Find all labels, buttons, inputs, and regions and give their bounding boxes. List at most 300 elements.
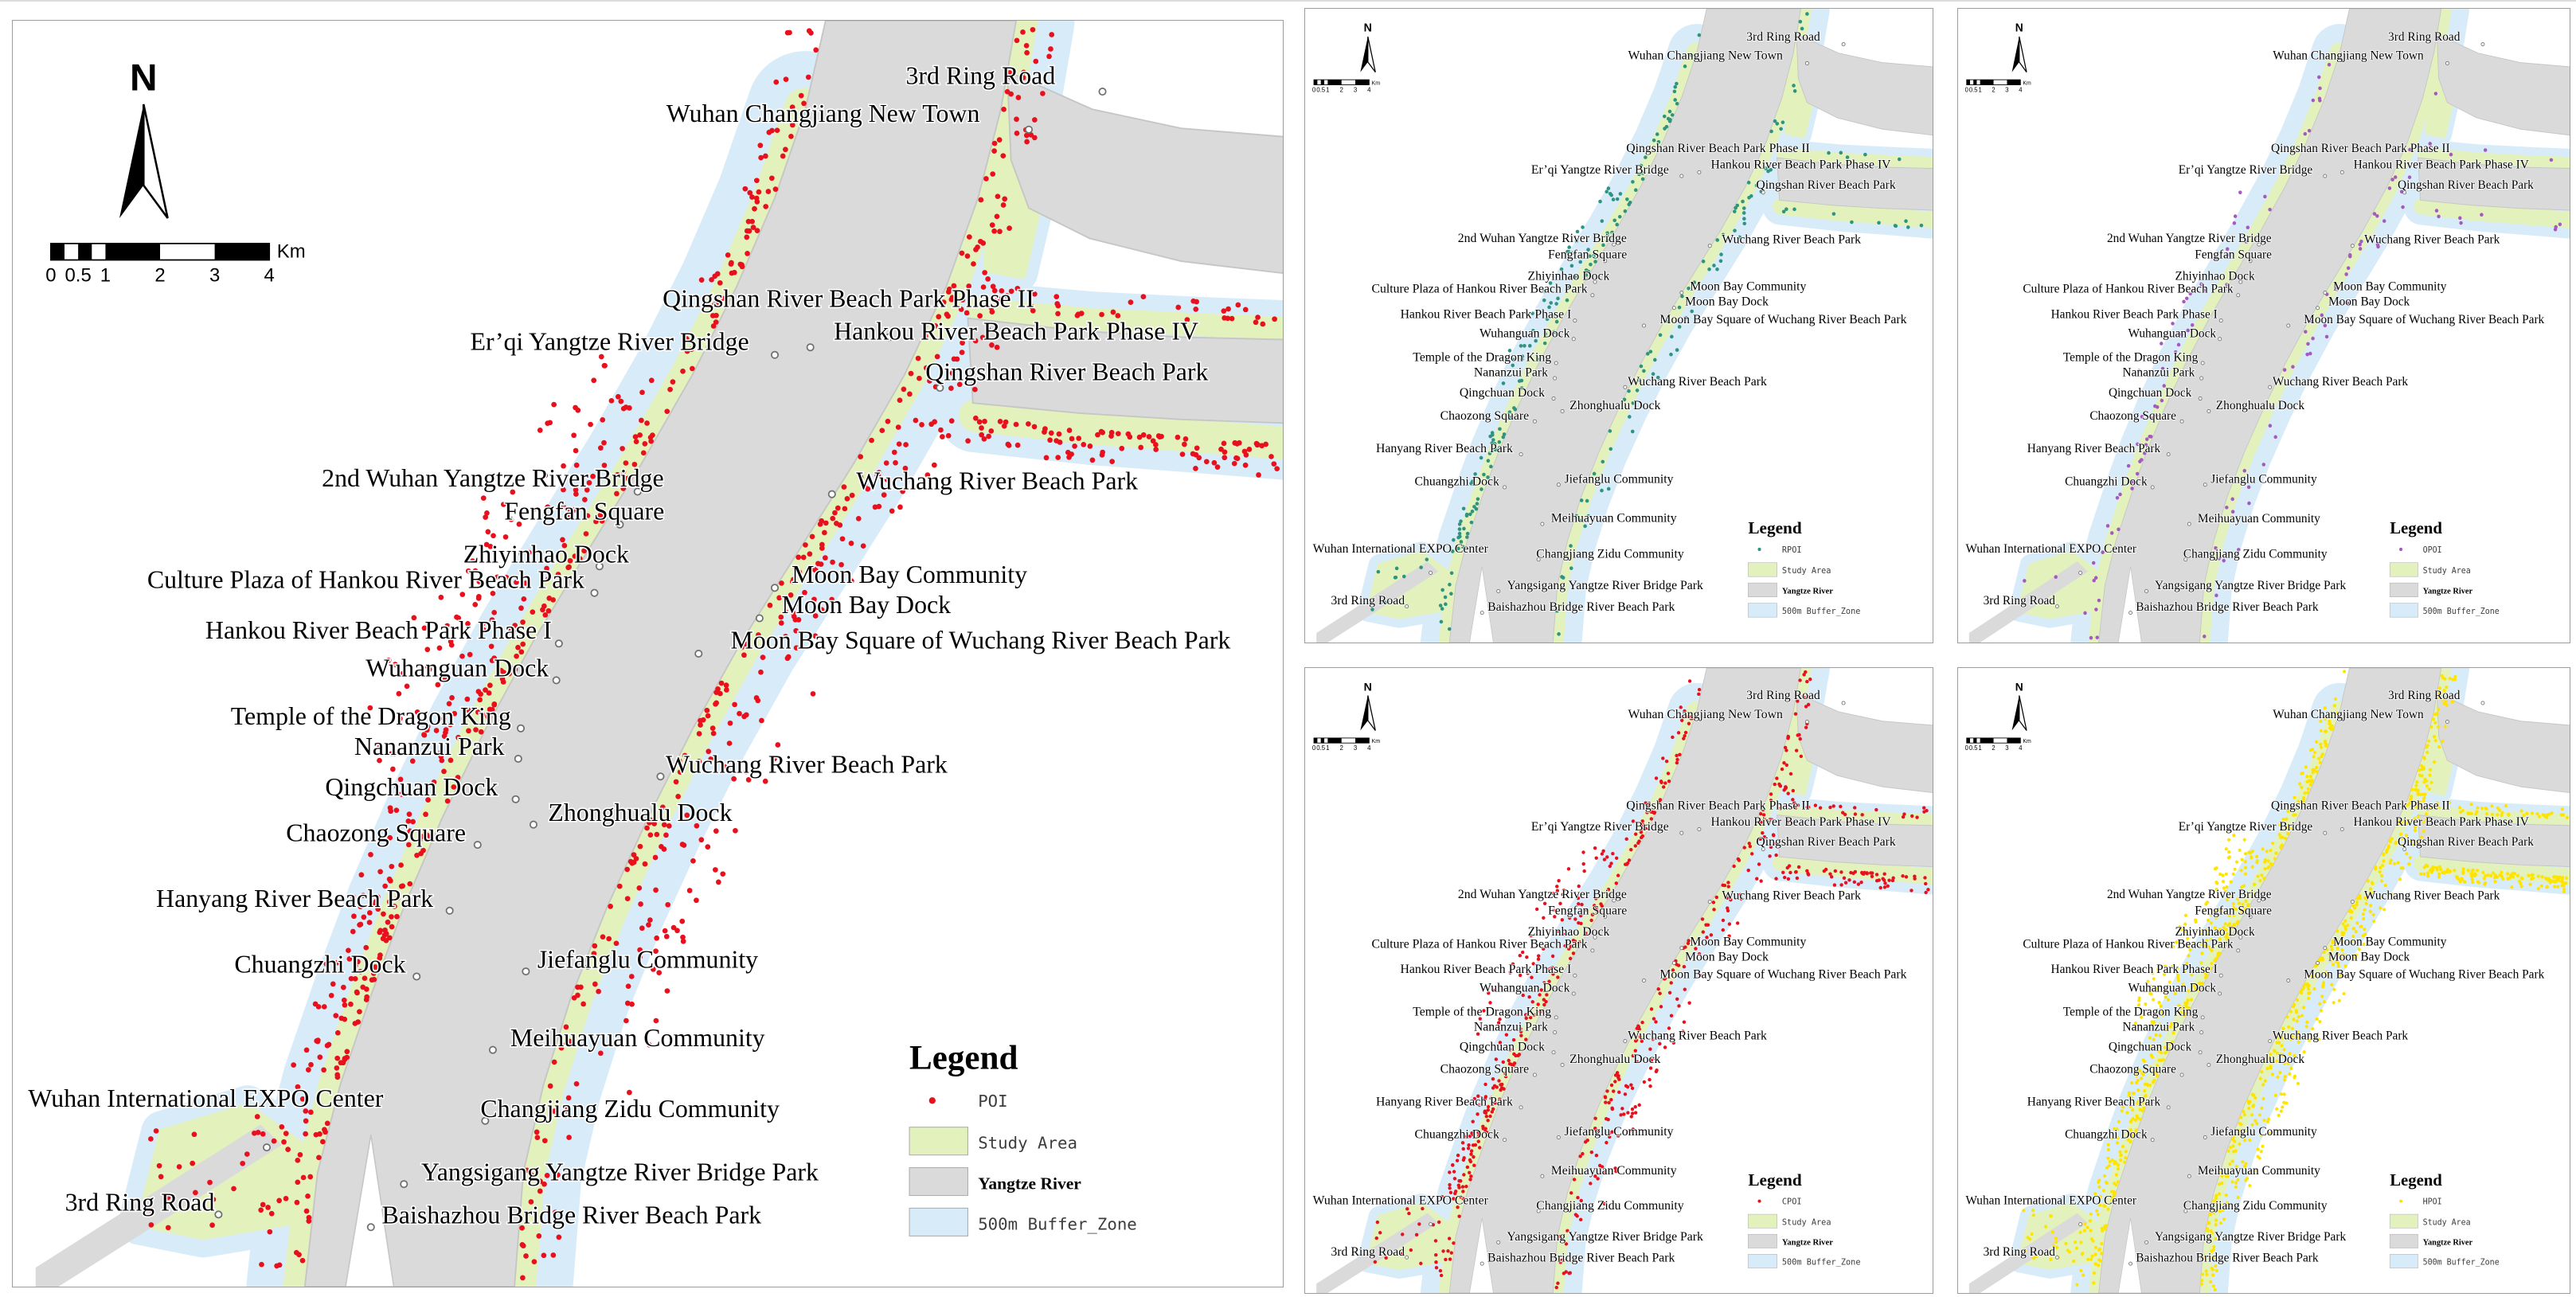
place-label: Baishazhou Bridge River Beach Park: [2136, 1251, 2319, 1265]
svg-text:1: 1: [1326, 744, 1330, 752]
svg-text:N: N: [130, 57, 158, 100]
place-label: Chuangzhi Dock: [2065, 475, 2148, 489]
place-marker: [1573, 974, 1577, 977]
place-marker: [2055, 1256, 2058, 1259]
legend-label-study-area: Study Area: [2422, 1218, 2471, 1228]
place-label: Changjiang Zidu Community: [480, 1094, 780, 1123]
place-label: Baishazhou Bridge River Beach Park: [1487, 600, 1675, 615]
place-label: Jiefanglu Community: [1564, 472, 1674, 486]
place-marker: [2167, 1106, 2170, 1109]
place-label: Zhiyinhao Dock: [1527, 925, 1610, 939]
place-marker: [1680, 831, 1683, 834]
place-marker: [2287, 979, 2290, 982]
place-marker: [829, 491, 835, 498]
place-label: Zhonghualu Dock: [2215, 398, 2305, 413]
place-label: Hankou River Beach Park Phase IV: [2353, 815, 2529, 829]
legend-swatch-yangtze-river: [2390, 1234, 2418, 1248]
svg-text:0: 0: [1311, 86, 1316, 94]
place-label: Zhiyinhao Dock: [1527, 269, 1610, 283]
scale-bar: [1312, 738, 1380, 752]
place-marker: [2340, 827, 2343, 830]
place-label: Chaozong Square: [2089, 408, 2176, 423]
place-label: Temple of the Dragon King: [1413, 1005, 1552, 1019]
place-label: Culture Plaza of Hankou River Beach Park: [1371, 937, 1588, 951]
place-label: Wuhan International EXPO Center: [28, 1084, 384, 1113]
place-label: Qingshan River Beach Park: [1756, 178, 1896, 193]
place-label: Hanyang River Beach Park: [2027, 441, 2161, 456]
place-marker: [1099, 88, 1105, 95]
legend-poi-label: RPOI: [1781, 545, 1802, 555]
legend-label-buffer-zone: 500m Buffer_Zone: [2422, 1258, 2500, 1268]
svg-text:4: 4: [1367, 86, 1371, 94]
place-label: Wuhanguan Dock: [2128, 326, 2217, 341]
place-marker: [2201, 361, 2204, 365]
place-label: Er’qi Yangtze River Bridge: [2178, 819, 2313, 834]
place-marker: [1554, 377, 1557, 380]
place-label: Zhiyinhao Dock: [2175, 924, 2255, 940]
legend-label-buffer-zone: 500m Buffer_Zone: [1781, 1258, 1861, 1268]
legend-swatch-yangtze-river: [909, 1168, 967, 1196]
place-label: Fengfan Square: [2195, 248, 2272, 262]
place-marker: [1429, 1223, 1433, 1226]
place-label: Hankou River Beach Park Phase I: [2050, 962, 2218, 977]
place-label: 2nd Wuhan Yangtze River Bridge: [2106, 887, 2272, 901]
place-label: Moon Bay Community: [1690, 935, 1807, 949]
place-marker: [1552, 1051, 1555, 1054]
svg-text:Km: Km: [1371, 80, 1381, 87]
place-marker: [2079, 571, 2082, 574]
place-label: Wuhan Changjiang New Town: [666, 100, 980, 128]
place-marker: [2269, 1040, 2272, 1043]
place-marker: [1497, 1240, 1500, 1244]
place-label: Er’qi Yangtze River Bridge: [470, 327, 749, 356]
place-marker: [2237, 949, 2240, 952]
place-marker: [1480, 1262, 1483, 1265]
svg-text:N: N: [1363, 21, 1372, 35]
figure-top-border: [0, 0, 2576, 2]
place-label: Moon Bay Community: [2333, 279, 2447, 294]
place-marker: [447, 908, 453, 914]
place-marker: [756, 615, 763, 621]
place-marker: [1557, 1135, 1560, 1139]
place-label: Wuhanguan Dock: [1480, 981, 1570, 995]
place-label: Temple of the Dragon King: [2062, 350, 2199, 365]
svg-text:4: 4: [2019, 744, 2023, 752]
place-marker: [2481, 43, 2484, 46]
place-label: 3rd Ring Road: [2388, 29, 2461, 44]
place-marker: [1429, 571, 1433, 574]
place-marker: [401, 1181, 407, 1187]
legend-label-yangtze-river: Yangtze River: [1781, 1238, 1833, 1248]
place-label: Culture Plaza of Hankou River Beach Park: [1371, 282, 1588, 296]
svg-text:2: 2: [1992, 86, 1996, 94]
place-label: Baishazhou Bridge River Beach Park: [1487, 1251, 1675, 1265]
place-marker: [2351, 900, 2354, 904]
place-label: Nananzui Park: [1473, 365, 1549, 380]
place-label: Chuangzhi Dock: [1414, 475, 1499, 489]
legend-poi-swatch: [2399, 1200, 2402, 1203]
place-label: 3rd Ring Road: [1983, 594, 2055, 608]
svg-text:3: 3: [2005, 744, 2009, 752]
place-marker: [522, 968, 529, 975]
place-label: Hanyang River Beach Park: [1375, 1095, 1513, 1109]
map-panel-poi-overall: [12, 20, 1284, 1287]
legend-poi-label: POI: [978, 1092, 1008, 1111]
place-label: Er’qi Yangtze River Bridge: [1530, 162, 1669, 177]
legend-poi-label: OPOI: [2422, 545, 2442, 556]
place-label: Moon Bay Community: [1690, 279, 1807, 294]
place-label: Jiefanglu Community: [2211, 472, 2317, 486]
north-arrow-icon: [1360, 680, 1375, 730]
place-label: Moon Bay Dock: [2328, 295, 2410, 309]
place-marker: [1624, 385, 1627, 389]
place-marker: [1805, 720, 1808, 723]
place-marker: [2219, 319, 2222, 322]
place-marker: [1698, 170, 1701, 174]
place-marker: [1573, 319, 1577, 322]
place-label: 3rd Ring Road: [1331, 594, 1405, 608]
place-marker: [2201, 1016, 2204, 1019]
svg-text:0.5: 0.5: [1316, 86, 1326, 94]
legend-title: Legend: [1748, 1170, 1802, 1190]
place-label: Qingchuan Dock: [325, 773, 498, 802]
svg-text:Km: Km: [2023, 80, 2031, 87]
place-marker: [2200, 377, 2203, 380]
place-label: Meihuayuan Community: [1550, 511, 1677, 525]
place-label: 3rd Ring Road: [64, 1188, 215, 1217]
place-marker: [1405, 1256, 1409, 1259]
svg-text:2: 2: [1992, 744, 1996, 752]
place-label: Qingchuan Dock: [1459, 1040, 1546, 1054]
place-marker: [657, 773, 663, 779]
map-canvas-cpoi: [1305, 668, 1933, 1293]
place-label: 3rd Ring Road: [1746, 689, 1820, 703]
place-marker: [2237, 294, 2240, 297]
svg-text:4: 4: [264, 264, 275, 287]
place-marker: [2180, 1073, 2183, 1076]
place-label: Culture Plaza of Hankou River Beach Park: [147, 565, 584, 594]
svg-text:3: 3: [2005, 86, 2009, 94]
place-label: Wuhan Changjiang New Town: [1628, 49, 1783, 63]
place-label: Hanyang River Beach Park: [156, 885, 434, 912]
place-marker: [807, 344, 814, 350]
place-marker: [2316, 307, 2320, 310]
place-label: Zhonghualu Dock: [1569, 399, 1661, 413]
place-marker: [1672, 961, 1675, 964]
place-marker: [1642, 979, 1645, 982]
place-marker: [2167, 453, 2170, 456]
place-label: Moon Bay Community: [792, 561, 1028, 588]
place-label: Wuchang River Beach Park: [2272, 374, 2409, 389]
place-marker: [2324, 831, 2327, 834]
place-marker: [1026, 127, 1032, 133]
place-marker: [2145, 589, 2148, 592]
legend: [1748, 518, 1860, 617]
place-marker: [2207, 1063, 2211, 1066]
place-label: Wuhanguan Dock: [1480, 326, 1570, 341]
place-marker: [2180, 420, 2183, 423]
place-marker: [1533, 420, 1536, 423]
place-label: Zhonghualu Dock: [2215, 1052, 2305, 1067]
place-label: Hankou River Beach Park Phase IV: [1710, 815, 1891, 829]
map-panel-opoi: [1957, 8, 2570, 643]
place-marker: [1805, 61, 1808, 64]
place-marker: [1591, 294, 1594, 297]
place-label: Qingshan River Beach Park Phase II: [1626, 799, 1810, 813]
svg-text:1: 1: [100, 264, 111, 287]
legend-title: Legend: [1748, 518, 1802, 538]
place-label: Wuchang River Beach Park: [856, 467, 1139, 495]
legend-label-buffer-zone: 500m Buffer_Zone: [1781, 607, 1861, 617]
place-label: Moon Bay Square of Wuchang River Beach Park: [1659, 312, 1907, 326]
place-label: Moon Bay Dock: [1685, 950, 1769, 964]
place-label: Hankou River Beach Park Phase I: [1400, 963, 1572, 977]
place-label: Meihuayuan Community: [1550, 1163, 1677, 1178]
legend-swatch-yangtze-river: [1748, 583, 1777, 597]
place-label: Yangsigang Yangtze River Bridge Park: [420, 1158, 819, 1186]
legend-swatch-study-area: [1748, 1214, 1777, 1228]
north-arrow-icon: [2012, 21, 2027, 72]
place-label: Hanyang River Beach Park: [1376, 442, 1513, 456]
place-label: Qingshan River Beach Park Phase II: [2271, 799, 2450, 813]
place-label: Wuchang River Beach Park: [2364, 889, 2500, 903]
place-marker: [2316, 961, 2320, 964]
place-label: Wuchang River Beach Park: [1628, 374, 1767, 389]
place-label: Wuchang River Beach Park: [2272, 1029, 2409, 1043]
place-marker: [1554, 361, 1558, 365]
place-marker: [1552, 397, 1555, 400]
place-label: 3rd Ring Road: [2388, 689, 2461, 703]
svg-text:0.5: 0.5: [1968, 744, 1978, 752]
legend-swatch-buffer-zone: [2390, 604, 2418, 618]
place-label: Qingchuan Dock: [2108, 1040, 2192, 1054]
svg-text:0.5: 0.5: [1968, 86, 1978, 94]
place-label: 3rd Ring Road: [905, 61, 1056, 90]
svg-text:0.5: 0.5: [64, 264, 92, 287]
place-label: Er’qi Yangtze River Bridge: [2178, 162, 2313, 178]
place-label: Fengfan Square: [1547, 248, 1628, 262]
scale-bar: [1965, 80, 2031, 93]
legend-swatch-study-area: [1748, 563, 1777, 577]
svg-text:0: 0: [45, 264, 57, 287]
place-label: Nananzui Park: [354, 732, 505, 761]
place-label: Wuhan Changjiang New Town: [2273, 49, 2424, 63]
legend-title: Legend: [909, 1039, 1018, 1077]
legend-swatch-study-area: [2390, 563, 2418, 577]
place-marker: [2324, 947, 2327, 950]
svg-text:1: 1: [1978, 744, 1982, 752]
place-label: Wuhan International EXPO Center: [1312, 541, 1488, 556]
place-marker: [2129, 611, 2132, 615]
place-marker: [2151, 486, 2154, 489]
place-marker: [2055, 605, 2058, 608]
place-marker: [2445, 720, 2449, 723]
svg-text:0: 0: [1964, 744, 1968, 752]
place-marker: [556, 640, 562, 647]
svg-text:1: 1: [1326, 86, 1330, 94]
map-panel-hpoi: [1957, 667, 2570, 1294]
place-label: Hankou River Beach Park Phase I: [1400, 307, 1572, 322]
place-marker: [413, 973, 420, 979]
place-label: Qingshan River Beach Park: [2397, 834, 2534, 849]
place-label: Chaozong Square: [1440, 408, 1530, 423]
place-label: Fengfan Square: [504, 497, 665, 525]
place-marker: [1572, 338, 1575, 341]
place-marker: [1708, 244, 1711, 248]
legend-label-yangtze-river: Yangtze River: [2422, 1238, 2473, 1248]
place-marker: [1561, 409, 1564, 412]
place-marker: [518, 725, 524, 732]
place-label: Moon Bay Dock: [2328, 950, 2410, 964]
place-label: Er’qi Yangtze River Bridge: [1530, 820, 1669, 834]
place-label: Wuhan International EXPO Center: [1965, 1193, 2137, 1208]
svg-text:Km: Km: [2023, 739, 2031, 745]
map-canvas-hpoi: [1958, 668, 2570, 1293]
legend-swatch-study-area: [2390, 1214, 2418, 1228]
place-label: 3rd Ring Road: [1983, 1244, 2055, 1259]
place-label: Qingshan River Beach Park Phase II: [2271, 141, 2450, 155]
legend-swatch-study-area: [909, 1127, 967, 1155]
place-marker: [1480, 611, 1483, 615]
place-marker: [1503, 486, 1507, 489]
place-label: Nananzui Park: [1473, 1020, 1549, 1034]
place-label: Wuhan International EXPO Center: [1965, 541, 2137, 557]
legend-label-study-area: Study Area: [978, 1133, 1077, 1153]
place-label: Hankou River Beach Park Phase IV: [834, 317, 1199, 346]
legend: [1748, 1170, 1860, 1268]
place-marker: [1642, 324, 1645, 327]
legend-swatch-buffer-zone: [909, 1208, 967, 1236]
svg-text:N: N: [2015, 21, 2023, 34]
place-marker: [264, 1144, 270, 1151]
legend-swatch-buffer-zone: [2390, 1254, 2418, 1268]
svg-text:2: 2: [154, 264, 166, 287]
place-label: Changjiang Zidu Community: [1536, 547, 1684, 561]
place-marker: [2203, 483, 2207, 486]
place-label: Moon Bay Community: [2333, 935, 2447, 949]
scale-bar: [1965, 738, 2031, 752]
place-marker: [2207, 409, 2211, 412]
place-label: Changjiang Zidu Community: [2183, 547, 2328, 561]
place-marker: [772, 352, 778, 358]
place-label: 2nd Wuhan Yangtze River Bridge: [2106, 231, 2272, 245]
legend-poi-swatch: [929, 1097, 936, 1104]
place-label: Nananzui Park: [2122, 365, 2195, 380]
place-label: Nananzui Park: [2122, 1020, 2195, 1034]
place-marker: [2199, 1051, 2202, 1054]
svg-text:4: 4: [1367, 744, 1371, 752]
place-marker: [1405, 605, 1409, 608]
place-marker: [1842, 701, 1845, 705]
place-label: Yangsigang Yangtze River Bridge Park: [2155, 1229, 2347, 1244]
place-marker: [2187, 1174, 2191, 1178]
place-label: Moon Bay Square of Wuchang River Beach Park: [730, 626, 1231, 654]
legend-label-yangtze-river: Yangtze River: [2422, 587, 2473, 596]
place-label: Wuchang River Beach Park: [1628, 1029, 1767, 1043]
place-label: Wuhan International EXPO Center: [1312, 1193, 1488, 1208]
legend-title: Legend: [2390, 1170, 2442, 1190]
place-label: Qingshan River Beach Park Phase II: [663, 284, 1034, 313]
place-label: Hankou River Beach Park Phase I: [2050, 307, 2218, 322]
legend-label-study-area: Study Area: [1781, 566, 1831, 576]
place-label: Hanyang River Beach Park: [2027, 1095, 2161, 1109]
place-label: Baishazhou Bridge River Beach Park: [381, 1201, 762, 1229]
place-label: Fengfan Square: [1547, 904, 1628, 918]
legend-poi-swatch: [1757, 1200, 1761, 1203]
place-label: Yangsigang Yangtze River Bridge Park: [1507, 579, 1703, 593]
place-marker: [2218, 338, 2222, 341]
place-label: Jiefanglu Community: [2211, 1125, 2317, 1139]
legend-title: Legend: [2390, 518, 2442, 538]
place-label: Qingshan River Beach Park: [1756, 834, 1896, 849]
place-label: Zhonghualu Dock: [548, 798, 733, 826]
place-label: Changjiang Zidu Community: [2183, 1198, 2328, 1213]
place-label: Moon Bay Dock: [1685, 295, 1769, 309]
north-arrow-icon: [2012, 680, 2027, 730]
place-label: Yangsigang Yangtze River Bridge Park: [1507, 1230, 1703, 1244]
place-label: Zhonghualu Dock: [1569, 1053, 1661, 1067]
place-marker: [1572, 992, 1575, 995]
place-marker: [1557, 483, 1560, 486]
place-marker: [1624, 1040, 1627, 1043]
place-label: Chaozong Square: [1440, 1062, 1530, 1076]
place-label: Culture Plaza of Hankou River Beach Park: [2023, 282, 2234, 296]
map-canvas-rpoi: [1305, 9, 1933, 643]
svg-text:3: 3: [1353, 744, 1358, 752]
legend-label-buffer-zone: 500m Buffer_Zone: [2422, 607, 2500, 617]
map-canvas-main: [13, 21, 1283, 1287]
svg-text:Km: Km: [276, 240, 306, 263]
place-marker: [2481, 701, 2484, 705]
place-marker: [2324, 291, 2327, 295]
place-marker: [1541, 1174, 1544, 1178]
scale-bar: [1312, 80, 1380, 93]
place-label: Hankou River Beach Park Phase IV: [1710, 158, 1891, 172]
place-marker: [368, 1224, 374, 1230]
place-marker: [1708, 900, 1711, 904]
legend-poi-label: CPOI: [1781, 1197, 1802, 1207]
place-marker: [1554, 1016, 1558, 1019]
place-label: Moon Bay Dock: [781, 591, 952, 619]
place-marker: [2187, 522, 2191, 525]
svg-text:3: 3: [209, 264, 221, 287]
place-label: Zhiyinhao Dock: [2175, 269, 2255, 283]
place-marker: [475, 842, 481, 848]
place-marker: [1541, 522, 1544, 525]
north-arrow-icon: [119, 57, 168, 219]
place-label: Chaozong Square: [286, 818, 467, 847]
scale-bar: [45, 240, 305, 286]
place-marker: [2129, 1262, 2132, 1265]
place-label: 3rd Ring Road: [1746, 29, 1820, 44]
place-label: Temple of the Dragon King: [1413, 350, 1552, 365]
place-label: 2nd Wuhan Yangtze River Bridge: [322, 464, 664, 493]
svg-text:2: 2: [1339, 86, 1343, 94]
place-marker: [2219, 974, 2222, 977]
legend-label-study-area: Study Area: [1781, 1218, 1831, 1228]
place-marker: [2199, 397, 2202, 400]
place-label: Chaozong Square: [2089, 1062, 2176, 1076]
place-marker: [530, 822, 537, 828]
place-label: Hankou River Beach Park Phase I: [205, 615, 552, 644]
place-label: Moon Bay Square of Wuchang River Beach Park: [2304, 967, 2545, 982]
place-label: 2nd Wuhan Yangtze River Bridge: [1457, 231, 1627, 245]
legend-label-buffer-zone: 500m Buffer_Zone: [978, 1214, 1137, 1234]
place-marker: [2203, 1135, 2207, 1139]
place-marker: [1561, 1063, 1564, 1066]
place-label: Qingshan River Beach Park: [925, 357, 1209, 386]
place-label: Qingchuan Dock: [1459, 386, 1546, 400]
